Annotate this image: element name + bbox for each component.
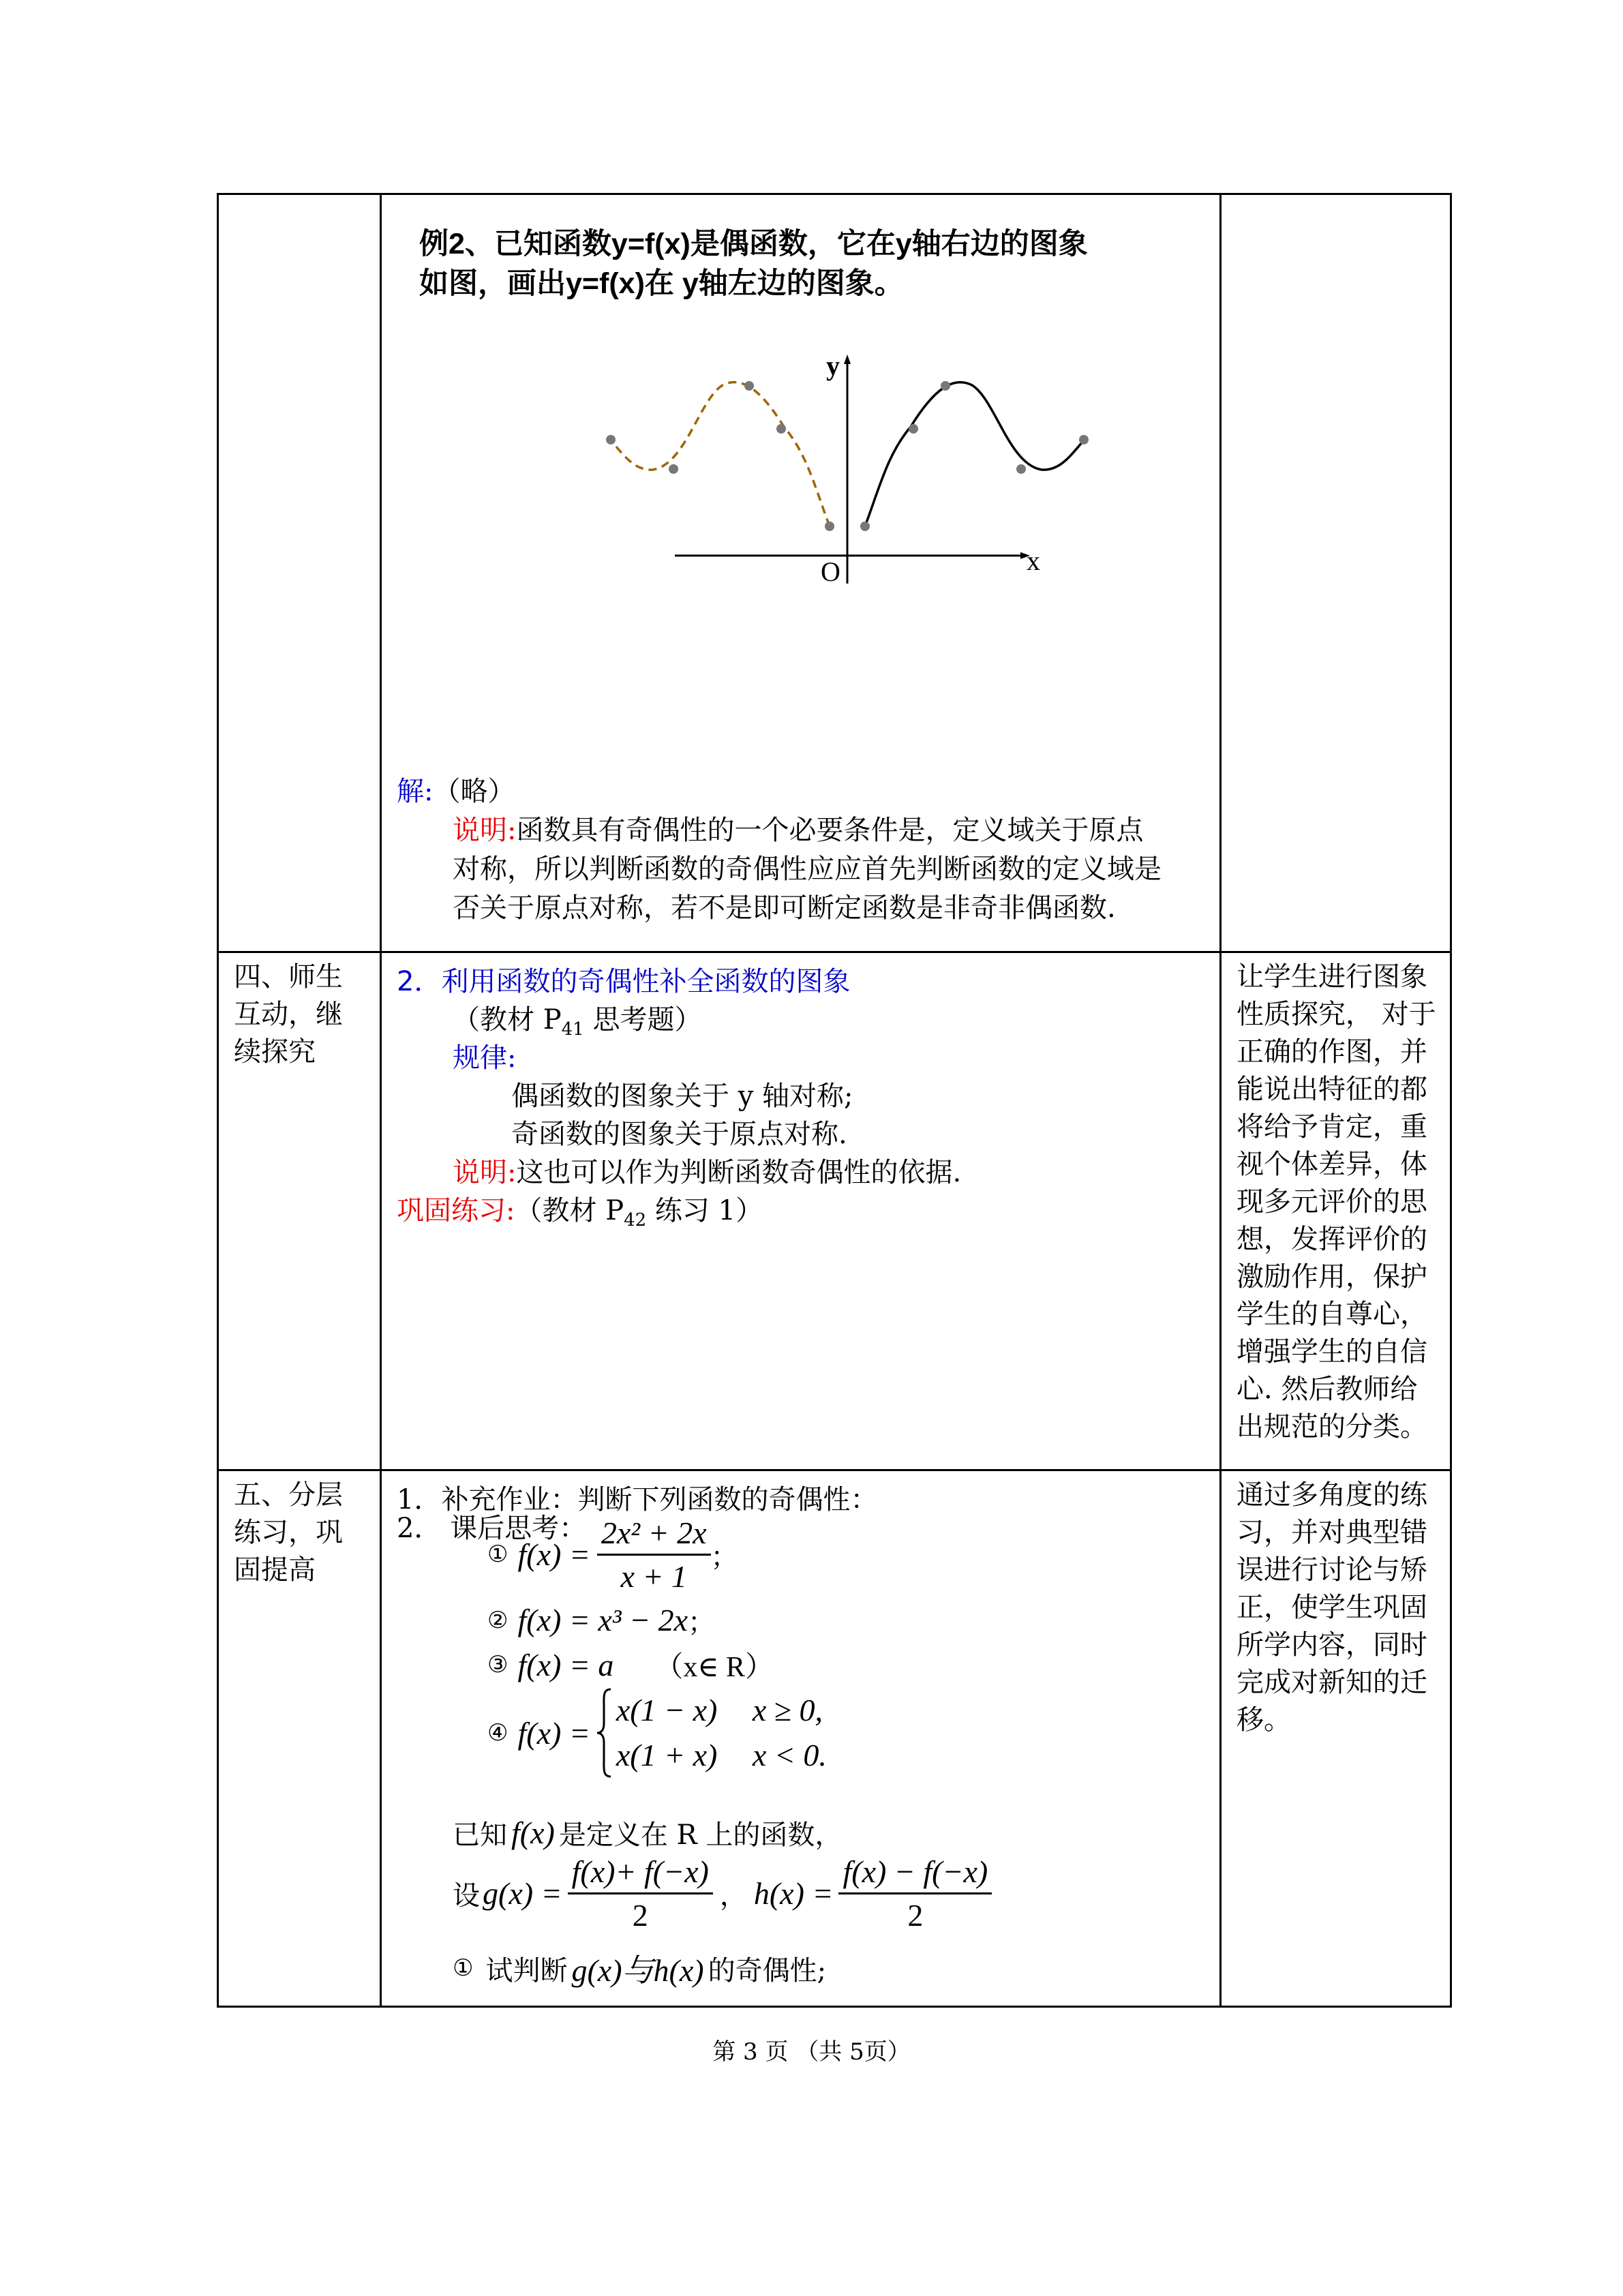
point [1079, 435, 1089, 444]
rule-even: 偶函数的图象关于 y 轴对称; [511, 1081, 853, 1112]
homework-heading: 1．补充作业：判断下列函数的奇偶性： [397, 1484, 878, 1515]
stage-cell [217, 193, 380, 953]
point [1016, 464, 1026, 474]
solution-text: （略） [433, 776, 515, 807]
practice-line: 巩固练习:（教材 $P_{42}$ 练习 1） [397, 1195, 763, 1230]
g-fraction: $\frac{f(x)+ f(-x)}{2}$ [568, 1854, 713, 1933]
stage-title-line: 续探究 [234, 1036, 316, 1068]
note-line1: 说明:函数具有奇偶性的一个必要条件是，定义域关于原点 [453, 815, 1144, 846]
stage-title-line: 互动，继 [234, 999, 343, 1030]
example-title-line2: 如图，画出y=f(x)在 y轴左边的图象。 [419, 267, 904, 300]
exercise-1: ① f(x) = $\frac{\text{2x² + 2x}}{x + 1}$ ； [487, 1515, 738, 1594]
stage-cell [217, 953, 380, 1471]
note-line3: 否关于原点对称，若不是即可断定函数是非奇非偶函数. [453, 892, 1116, 924]
content-cell [380, 193, 1219, 953]
piecewise-cases: x(1 − x) x ≥ 0, x(1 + x) x < 0. [616, 1693, 827, 1772]
solution-label: 解: [397, 776, 434, 807]
stage-title-line: 固提高 [234, 1554, 316, 1586]
axis-y-label: y [826, 350, 840, 381]
left-curve-dashed [611, 382, 830, 526]
page-footer: 第 3 页 （共 5页） [712, 2038, 911, 2066]
notes-cell: 通过多角度的练 习，并对典型错 误进行讨论与矫 正，使学生巩固 所学内容，同时 完成对新知的迁 移。 [1219, 1471, 1452, 2008]
axis-x-label: x [1027, 545, 1040, 576]
exercise-1-fraction: $\frac{\text{2x² + 2x}}{x + 1}$ [597, 1515, 711, 1595]
point [860, 522, 870, 531]
section4-note: 说明:这也可以作为判断函数奇偶性的依据. [453, 1157, 962, 1188]
think-definitions: 设 g(x) = $\frac{f(x)+ f(-x)}{2}$ ， h(x) = $\frac{f(x) - f(-x)}{2}$ [453, 1853, 992, 1933]
think-heading: 2． 课后思考： [397, 1513, 587, 1544]
think-question-1: ① 试判断 g(x)与h(x) 的奇偶性; [453, 1953, 827, 1988]
textbook-ref: （教材 $P_{41}$ 思考题） [453, 1004, 702, 1040]
piecewise-brace [594, 1687, 613, 1779]
exercise-2: ② f(x) = x³ − 2x ； [487, 1603, 716, 1638]
rule-odd: 奇函数的图象关于原点对称. [511, 1119, 847, 1150]
exercise-4: ④ f(x) = x(1 − x) x ≥ 0, x(1 + x) x < 0. [487, 1687, 827, 1779]
content-cell [380, 953, 1219, 1471]
lesson-table [217, 193, 1452, 2008]
stage-cell [217, 1471, 380, 2008]
origin-label: O [821, 556, 840, 587]
stage-title-line: 四、师生 [234, 961, 343, 993]
exercise-3: ③ f(x) = a （x∈ R） [487, 1647, 774, 1683]
point [825, 522, 834, 531]
notes-cell: 让学生进行图象 性质探究， 对于 正确的作图，并 能说出特征的都 将给予肯定，重 视个体差异，体 现多元评价的思 想，发挥评价的 激励作用，保护 学生的自尊心， 增强学生的自信 心. 然后教师给 出规范的分类。 [1219, 953, 1452, 1471]
y-axis-arrow [844, 354, 851, 364]
note-line2: 对称，所以判断函数的奇偶性应应首先判断函数的定义域是 [453, 854, 1162, 885]
section4-heading: 2．利用函数的奇偶性补全函数的图象 [397, 966, 851, 997]
right-curve [865, 382, 1084, 526]
h-fraction: $\frac{f(x) - f(-x)}{2}$ [838, 1854, 992, 1933]
table-row-section5 [217, 1471, 1452, 2008]
table-row-section4 [217, 953, 1452, 1471]
point [669, 464, 678, 474]
example-title-line1: 例2、已知函数y=f(x)是偶函数，它在y轴右边的图象 [419, 228, 1088, 260]
point [606, 435, 616, 444]
content-cell [380, 1471, 1219, 2008]
point [744, 381, 754, 391]
point [776, 424, 786, 434]
solution-line [397, 770, 515, 809]
point [941, 381, 950, 391]
table-row-example [217, 193, 1452, 953]
notes-cell [1219, 193, 1452, 953]
point [909, 424, 918, 434]
think-line1: 已知 f(x) 是定义在 R 上的函数， [453, 1815, 843, 1851]
note-label: 说明: [453, 815, 517, 846]
stage-title-line: 五、分层 [234, 1479, 343, 1511]
rule-label: 规律: [453, 1042, 517, 1074]
stage-title-line: 练习，巩 [234, 1517, 343, 1548]
